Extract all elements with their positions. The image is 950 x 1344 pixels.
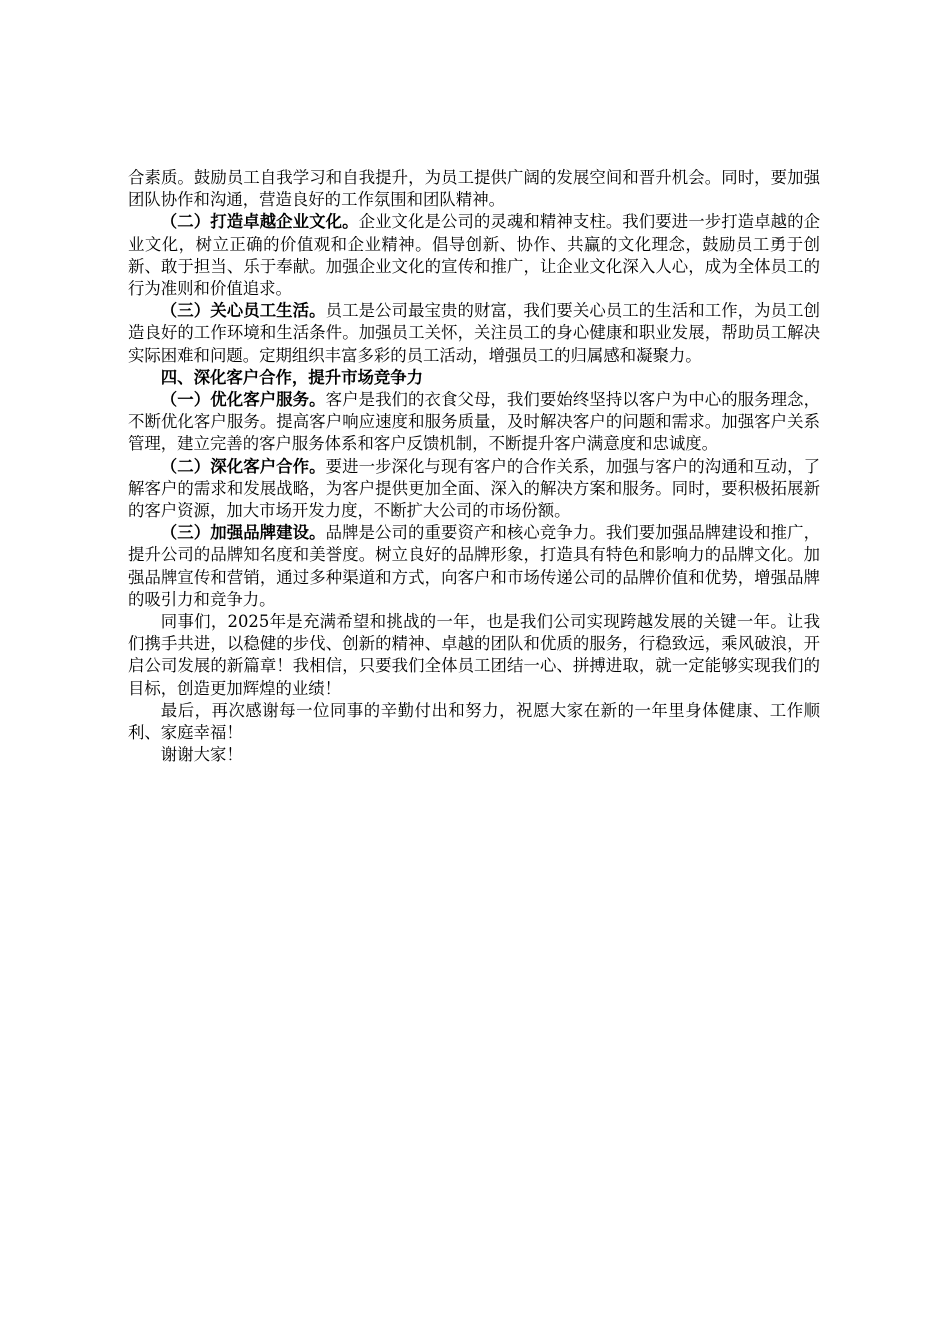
paragraph-sign-off — [128, 744, 820, 766]
paragraph-lead: （二）打造卓越企业文化。 — [160, 212, 359, 232]
paragraph-continuation — [128, 167, 820, 211]
document-body — [128, 167, 820, 766]
paragraph-text: 同事们，2025年是充满希望和挑战的一年，也是我们公司实现跨越发展的关键一年。让我们携手共进，以稳健的步伐、创新的精神、卓越的团队和优质的服务，行稳致远，乘风破浪，开启公司发展的新篇章！我相信，只要我们全体员工团结一心、拼搏进取，就一定能够实现我们的目标，创造更加辉煌的业绩！ — [128, 612, 820, 698]
paragraph-text: 合素质。鼓励员工自我学习和自我提升，为员工提供广阔的发展空间和晋升机会。同时，要加强团队协作和沟通，营造良好的工作氛围和团队精神。 — [128, 168, 820, 210]
paragraph-lead: （一）优化客户服务。 — [160, 390, 326, 410]
section-heading — [128, 367, 820, 389]
paragraph-brand-building — [128, 522, 820, 611]
paragraph-text: 谢谢大家！ — [160, 745, 243, 765]
paragraph-employee-care — [128, 300, 820, 367]
paragraph-customer-service — [128, 389, 820, 456]
paragraph-customer-cooperation — [128, 456, 820, 523]
paragraph-text: 最后，再次感谢每一位同事的辛勤付出和努力，祝愿大家在新的一年里身体健康、工作顺利、家庭幸福！ — [128, 700, 820, 743]
paragraph-closing-thanks — [128, 700, 820, 744]
paragraph-text: 员工是公司最宝贵的财富，我们要关心员工的生活和工作，为员工创造良好的工作环境和生活条件。加强员工关怀，关注员工的身心健康和职业发展，帮助员工解决实际困难和问题。定期组织丰富多彩的员工活动，增强员工的归属感和凝聚力。 — [128, 301, 821, 365]
section-heading-text: 四、深化客户合作，提升市场竞争力 — [160, 367, 424, 387]
paragraph-corporate-culture — [128, 211, 820, 300]
paragraph-closing-call — [128, 611, 820, 700]
paragraph-text: 要进一步深化与现有客户的合作关系，加强与客户的沟通和互动，了解客户的需求和发展战略，为客户提供更加全面、深入的解决方案和服务。同时，要积极拓展新的客户资源，加大市场开发力度，不断扩大公司的市场份额。 — [128, 456, 821, 521]
paragraph-text: 品牌是公司的重要资产和核心竞争力。我们要加强品牌建设和推广，提升公司的品牌知名度和美誉度。树立良好的品牌形象，打造具有特色和影响力的品牌文化。加强品牌宣传和营销，通过多种渠道和方式，向客户和市场传递公司的品牌价值和优势，增强品牌的吸引力和竞争力。 — [128, 523, 821, 609]
paragraph-text: 客户是我们的衣食父母，我们要始终坚持以客户为中心的服务理念，不断优化客户服务。提高客户响应速度和服务质量，及时解决客户的问题和需求。加强客户关系管理，建立完善的客户服务体系和客户反馈机制，不断提升客户满意度和忠诚度。 — [128, 390, 821, 454]
paragraph-lead: （二）深化客户合作。 — [160, 456, 326, 476]
paragraph-text: 企业文化是公司的灵魂和精神支柱。我们要进一步打造卓越的企业文化，树立正确的价值观和企业精神。倡导创新、协作、共赢的文化理念，鼓励员工勇于创新、敢于担当、乐于奉献。加强企业文化的宣传和推广，让企业文化深入人心，成为全体员工的行为准则和价值追求。 — [128, 212, 821, 299]
paragraph-lead: （三）关心员工生活。 — [160, 301, 326, 321]
paragraph-lead: （三）加强品牌建设。 — [160, 523, 326, 543]
